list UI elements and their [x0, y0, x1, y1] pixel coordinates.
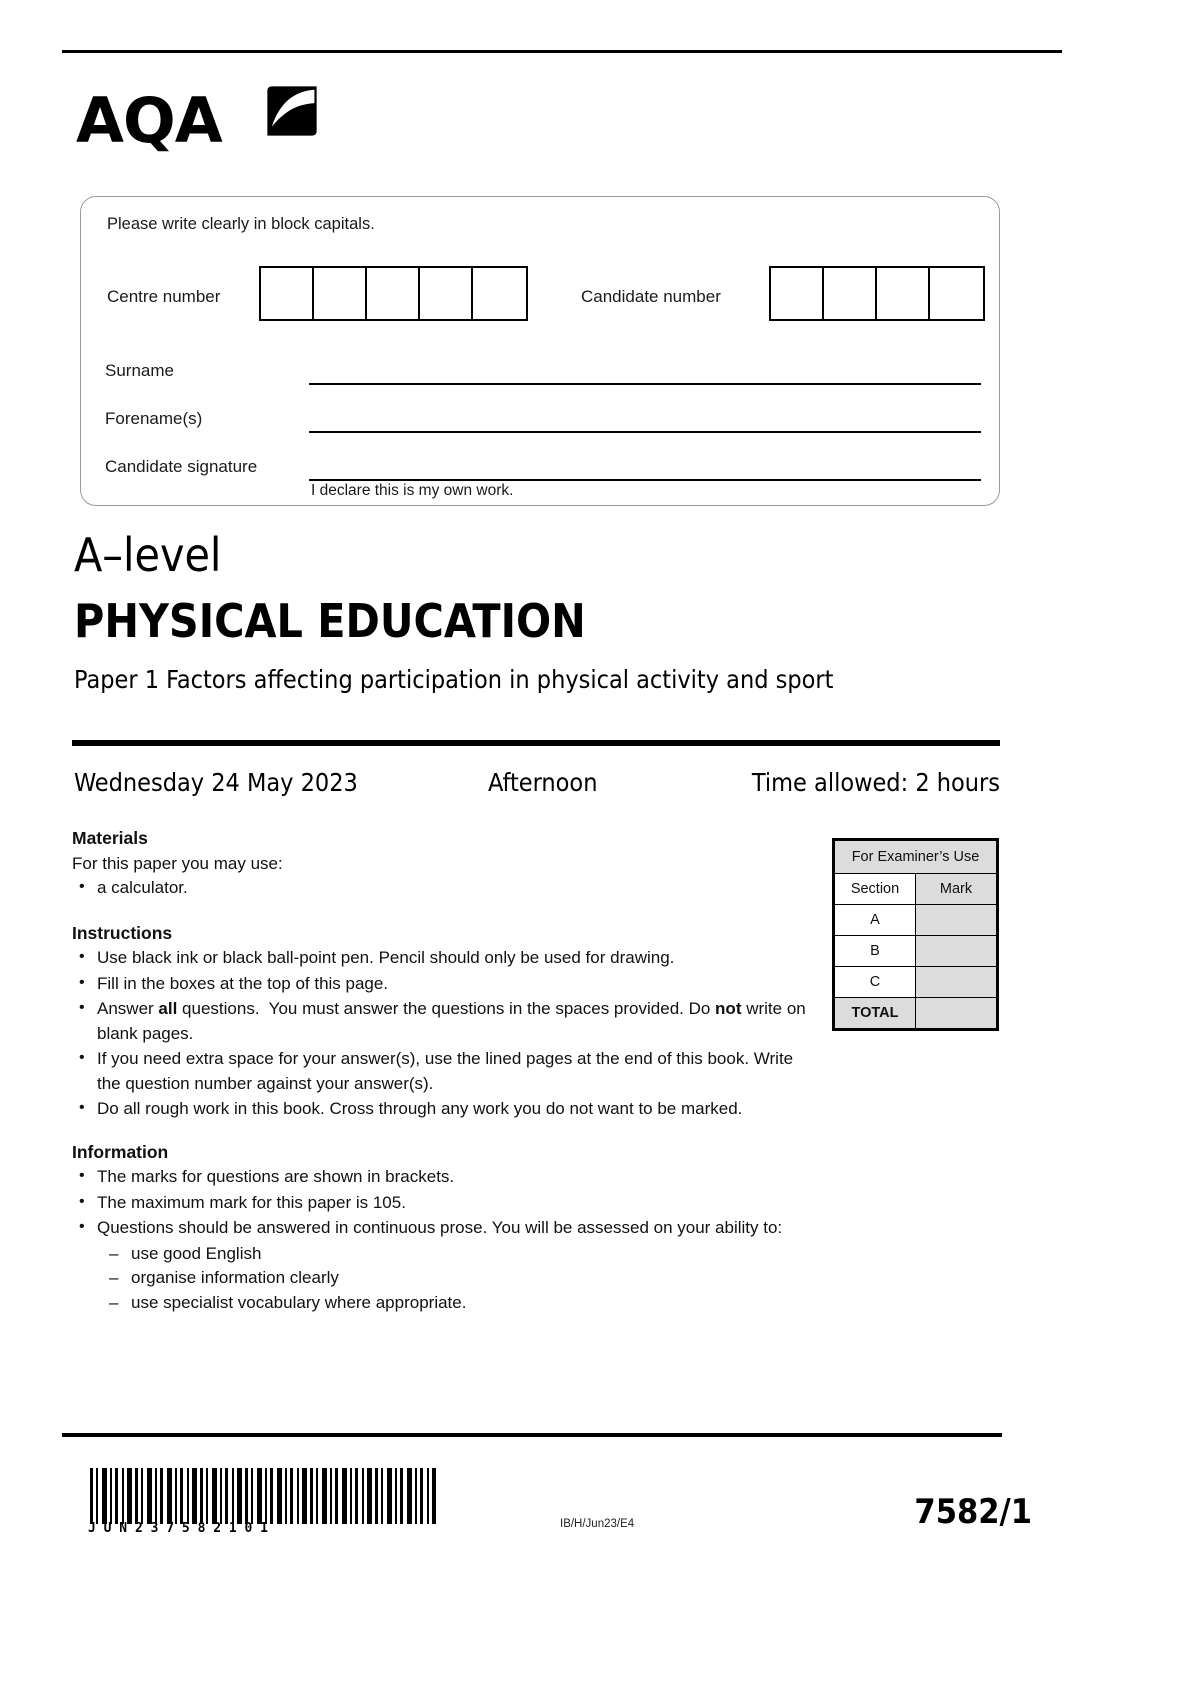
centre-number-cell[interactable]	[367, 268, 420, 319]
forename-label: Forename(s)	[105, 409, 203, 428]
section-label: A	[835, 905, 916, 936]
barcode-digits: J U N 2 3 7 5 8 2 1 0 1	[88, 1521, 269, 1536]
exam-info-bar	[74, 768, 1000, 802]
declaration-text: I declare this is my own work.	[311, 482, 514, 499]
forename-field[interactable]	[309, 431, 981, 433]
instruction-text: Do all rough work in this book. Cross through any work you do not want to be marked.	[97, 1099, 743, 1118]
surname-field[interactable]	[309, 383, 981, 385]
candidate-details-box	[80, 196, 1000, 506]
aqa-wordmark: AQA	[76, 84, 222, 157]
mark-entry-cell[interactable]	[916, 936, 997, 967]
barcode-image	[88, 1468, 438, 1524]
exam-date: Wednesday 24 May 2023	[74, 768, 358, 797]
mark-entry-cell[interactable]	[916, 967, 997, 998]
list-item	[72, 946, 812, 971]
candidate-number-label: Candidate number	[581, 287, 721, 306]
mark-entry-cell[interactable]	[916, 905, 997, 936]
candidate-number-cell[interactable]	[771, 268, 824, 319]
qualification-level: A–level	[74, 528, 222, 582]
instructions-heading: Instructions	[72, 922, 173, 943]
footer-divider	[62, 1433, 1002, 1437]
list-item	[72, 1047, 812, 1096]
total-mark-cell[interactable]	[916, 998, 997, 1029]
information-sublist	[72, 1242, 812, 1316]
materials-heading: Materials	[72, 828, 148, 848]
paper-code: 7582/1	[914, 1492, 1032, 1532]
table-row	[835, 936, 997, 967]
list-item	[72, 972, 812, 997]
paper-subtitle: Paper 1 Factors affecting participation in physical activity and sport	[74, 665, 834, 694]
examiner-use-table	[832, 838, 999, 1031]
candidate-signature-label: Candidate signature	[105, 457, 258, 476]
instruction-text: Fill in the boxes at the top of this page.	[97, 973, 389, 993]
instruction-text: If you need extra space for your answer(s), use the lined pages at the end of this book. Write the question number against your answer(s).	[97, 1049, 794, 1093]
candidate-number-input[interactable]	[769, 266, 985, 321]
block-capitals-note: Please write clearly in block capitals.	[107, 215, 375, 233]
total-label: TOTAL	[835, 998, 916, 1029]
centre-number-cell[interactable]	[314, 268, 367, 319]
candidate-number-cell[interactable]	[877, 268, 930, 319]
section-label: B	[835, 936, 916, 967]
centre-number-input[interactable]	[259, 266, 528, 321]
time-allowed: Time allowed: 2 hours	[751, 768, 1000, 797]
examiner-col-mark: Mark	[916, 874, 997, 905]
aqa-leaf-icon	[264, 83, 320, 139]
list-item: – use specialist vocabulary where appropriate.	[109, 1291, 812, 1316]
table-row-total	[835, 998, 997, 1029]
candidate-number-cell[interactable]	[824, 268, 877, 319]
centre-number-cell[interactable]	[420, 268, 473, 319]
list-item: • The maximum mark for this paper is 105.	[72, 1191, 812, 1216]
table-row	[835, 967, 997, 998]
examiner-col-section: Section	[835, 874, 916, 905]
section-label: C	[835, 967, 916, 998]
instructions-content	[72, 826, 812, 1315]
candidate-number-cell[interactable]	[930, 268, 983, 319]
list-item: • Questions should be answered in continuous prose. You will be assessed on your ability to:	[72, 1216, 812, 1241]
candidate-signature-field[interactable]	[309, 479, 981, 481]
centre-number-label: Centre number	[107, 287, 221, 306]
title-divider	[72, 740, 1000, 746]
list-item	[72, 1097, 812, 1122]
list-item: – use good English	[109, 1242, 812, 1267]
materials-list	[72, 876, 812, 901]
list-item: • a calculator.	[72, 876, 812, 901]
aqa-logo	[76, 83, 376, 163]
table-row	[835, 905, 997, 936]
ib-reference-code: IB/H/Jun23/E4	[560, 1518, 635, 1530]
list-item: – organise information clearly	[109, 1266, 812, 1291]
surname-label: Surname	[105, 361, 174, 380]
list-item: • The marks for questions are shown in brackets.	[72, 1165, 812, 1190]
exam-session: Afternoon	[488, 768, 598, 797]
centre-number-cell[interactable]	[261, 268, 314, 319]
centre-number-cell[interactable]	[473, 268, 526, 319]
information-list	[72, 1165, 812, 1241]
instructions-list	[72, 946, 812, 1122]
subject-title: PHYSICAL EDUCATION	[74, 594, 586, 648]
top-rule	[62, 50, 1062, 53]
information-heading: Information	[72, 1141, 169, 1162]
examiner-table-title: For Examiner’s Use	[835, 841, 997, 874]
materials-intro: For this paper you may use:	[72, 853, 283, 873]
list-item: • Answer all questions. You must answer the questions in the spaces provided. Do not write on blank pages.	[72, 997, 812, 1046]
instruction-text: Use black ink or black ball-point pen. Pencil should only be used for drawing.	[97, 948, 675, 967]
